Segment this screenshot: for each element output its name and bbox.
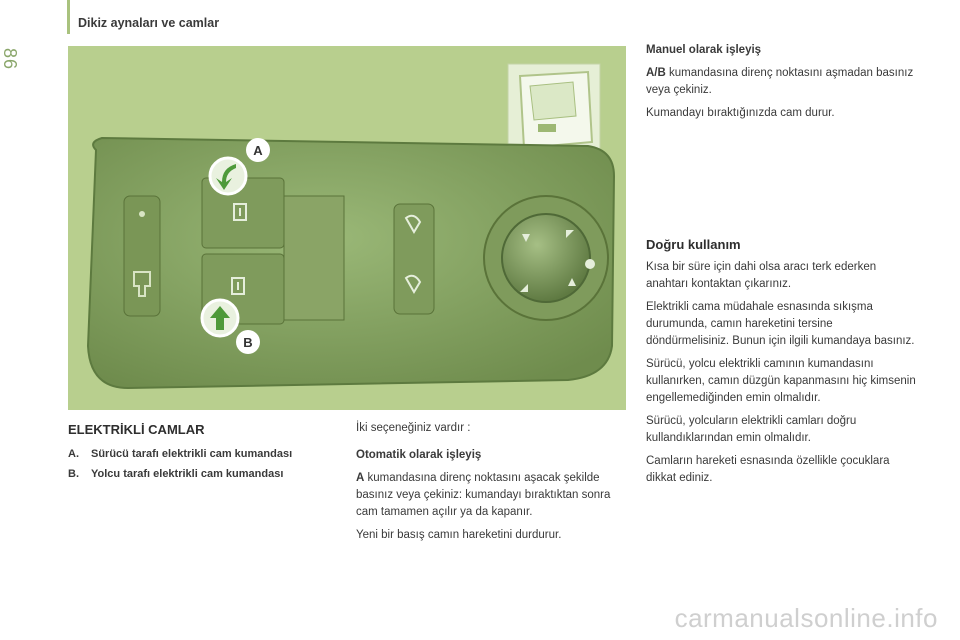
section-title: ELEKTRİKLİ CAMLAR bbox=[68, 422, 205, 437]
watermark: carmanualsonline.info bbox=[674, 603, 938, 633]
switch-panel bbox=[88, 138, 614, 388]
intro-text: İki seçeneğiniz vardır : bbox=[356, 422, 471, 434]
manual-mode-body: kumandasına direnç noktasını aşmadan basınız veya çekiniz. bbox=[646, 67, 914, 96]
auto-mode-text bbox=[356, 470, 624, 521]
usage-paragraph: Sürücü, yolcuların elektrikli camları doğru kullandıklarından emin olmalıdır. bbox=[646, 415, 857, 444]
callout-b-label: B bbox=[243, 335, 253, 350]
legend-text: Yolcu tarafı elektrikli cam kumandası bbox=[91, 468, 284, 480]
manual-mode-stop: Kumandayı bıraktığınızda cam durur. bbox=[646, 107, 835, 119]
window-controls-illustration bbox=[68, 46, 626, 410]
figure-legend bbox=[68, 448, 348, 488]
callout-a-label: A bbox=[253, 143, 263, 158]
legend-text: Sürücü tarafı elektrikli cam kumandası bbox=[91, 448, 293, 460]
chapter-title: Dikiz aynaları ve camlar bbox=[78, 16, 220, 30]
middle-column bbox=[356, 420, 624, 550]
accent-bar bbox=[67, 0, 70, 34]
auto-mode-stop: Yeni bir basış camın hareketini durdurur. bbox=[356, 529, 562, 541]
window-controls-photo bbox=[68, 46, 626, 410]
manual-mode-text bbox=[646, 65, 918, 99]
usage-paragraph: Kısa bir süre için dahi olsa aracı terk ederken anahtarı kontaktan çıkarınız. bbox=[646, 261, 877, 290]
manual-mode-key: A/B bbox=[646, 67, 666, 79]
door-inset-image bbox=[508, 64, 600, 156]
usage-title: Doğru kullanım bbox=[646, 237, 741, 252]
legend-item-a bbox=[68, 448, 348, 460]
legend-key: A. bbox=[68, 448, 79, 460]
legend-key: B. bbox=[68, 468, 79, 480]
usage-paragraph: Camların hareketi esnasında özellikle çocuklara dikkat ediniz. bbox=[646, 455, 890, 484]
spacer bbox=[646, 128, 918, 236]
right-column bbox=[646, 42, 918, 493]
manual-mode-title: Manuel olarak işleyiş bbox=[646, 44, 762, 56]
auto-mode-key: A bbox=[356, 472, 365, 484]
legend-item-b bbox=[68, 468, 348, 480]
page-number: 86 bbox=[0, 48, 20, 71]
usage-paragraph: Sürücü, yolcu elektrikli camının kumandasını kullanırken, camın düzgün kapanmasını hiç kimsenin engellemediğinden emin olmalıdır. bbox=[646, 358, 916, 404]
auto-mode-body: kumandasına direnç noktasını aşacak şekilde basınız veya çekiniz: kumandayı bıraktıktan sonra cam tamamen açılır ya da kapanır. bbox=[356, 472, 611, 518]
usage-paragraph: Elektrikli cama müdahale esnasında sıkışma durumunda, camın hareketini tersine döndürmelisiniz. Bunun için ilgili kumandaya basınız. bbox=[646, 301, 915, 347]
auto-mode-title: Otomatik olarak işleyiş bbox=[356, 449, 482, 461]
